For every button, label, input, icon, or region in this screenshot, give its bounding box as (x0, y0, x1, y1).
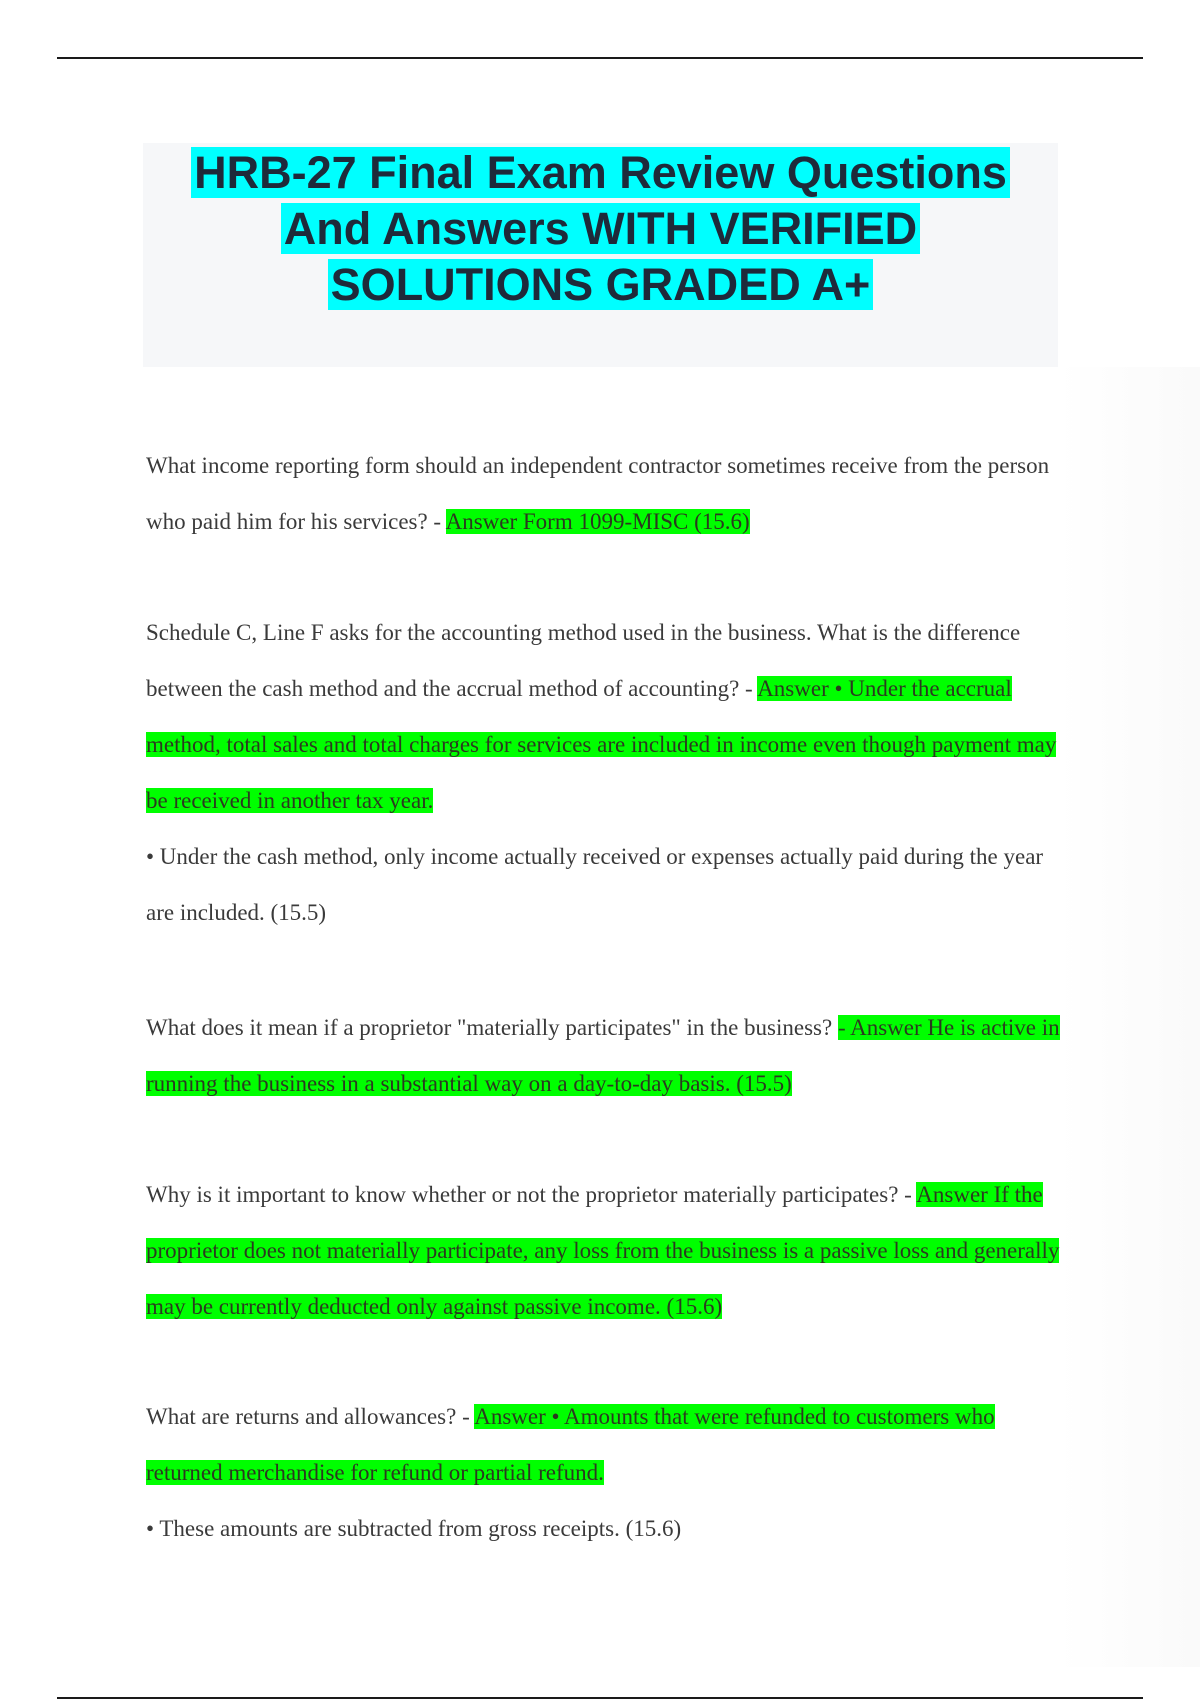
title-line-1: HRB-27 Final Exam Review Questions (191, 147, 1010, 198)
document-title (143, 143, 1058, 313)
qa-item-4 (146, 1167, 1066, 1335)
answer-extra-line: • These amounts are subtracted from gross receipts. (15.6) (146, 1516, 682, 1541)
page-edge-shade (1058, 367, 1200, 1667)
qa-paragraph (146, 1389, 1066, 1501)
answer-text: - Answer He is active in running the business in a substantial way on a day-to-day basis. (15.5) (146, 1015, 1060, 1096)
qa-item-2 (146, 605, 1066, 941)
bottom-rule (57, 1697, 1143, 1699)
qa-paragraph (146, 1167, 1066, 1335)
answer-text: Answer • Amounts that were refunded to customers who returned merchandise for refund or partial refund. (146, 1404, 995, 1485)
question-text: What does it mean if a proprietor "materially participates" in the business? (146, 1015, 838, 1040)
qa-item-1 (146, 438, 1066, 550)
title-line-2: And Answers WITH VERIFIED (281, 203, 920, 254)
title-line-3: SOLUTIONS GRADED A+ (328, 259, 874, 310)
question-text: What are returns and allowances? - (146, 1404, 475, 1429)
answer-text: Answer Form 1099-MISC (15.6) (445, 509, 750, 534)
qa-item-3 (146, 1000, 1066, 1112)
top-rule (57, 57, 1143, 59)
question-text: Why is it important to know whether or not the proprietor materially participates? - (146, 1182, 917, 1207)
qa-item-5 (146, 1389, 1066, 1557)
answer-text: Answer If the proprietor does not materially participate, any loss from the business is a passive loss and generally may be currently deducted only against passive income. (15.6) (146, 1182, 1060, 1319)
question-text: What income reporting form should an independent contractor sometimes receive from the person who paid him for his services? - (146, 453, 1050, 534)
question-text: Schedule C, Line F asks for the accounting method used in the business. What is the difference between the cash method and the accrual method of accounting? - (146, 620, 1021, 701)
answer-extra-line: • Under the cash method, only income actually received or expenses actually paid during the year are included. (15.5) (146, 844, 1044, 925)
qa-paragraph (146, 438, 1066, 550)
qa-paragraph (146, 605, 1066, 829)
qa-paragraph (146, 1000, 1066, 1112)
title-block (143, 143, 1058, 367)
answer-text: Answer • Under the accrual method, total sales and total charges for services are included in income even though payment may be received in another tax year. (146, 676, 1057, 813)
